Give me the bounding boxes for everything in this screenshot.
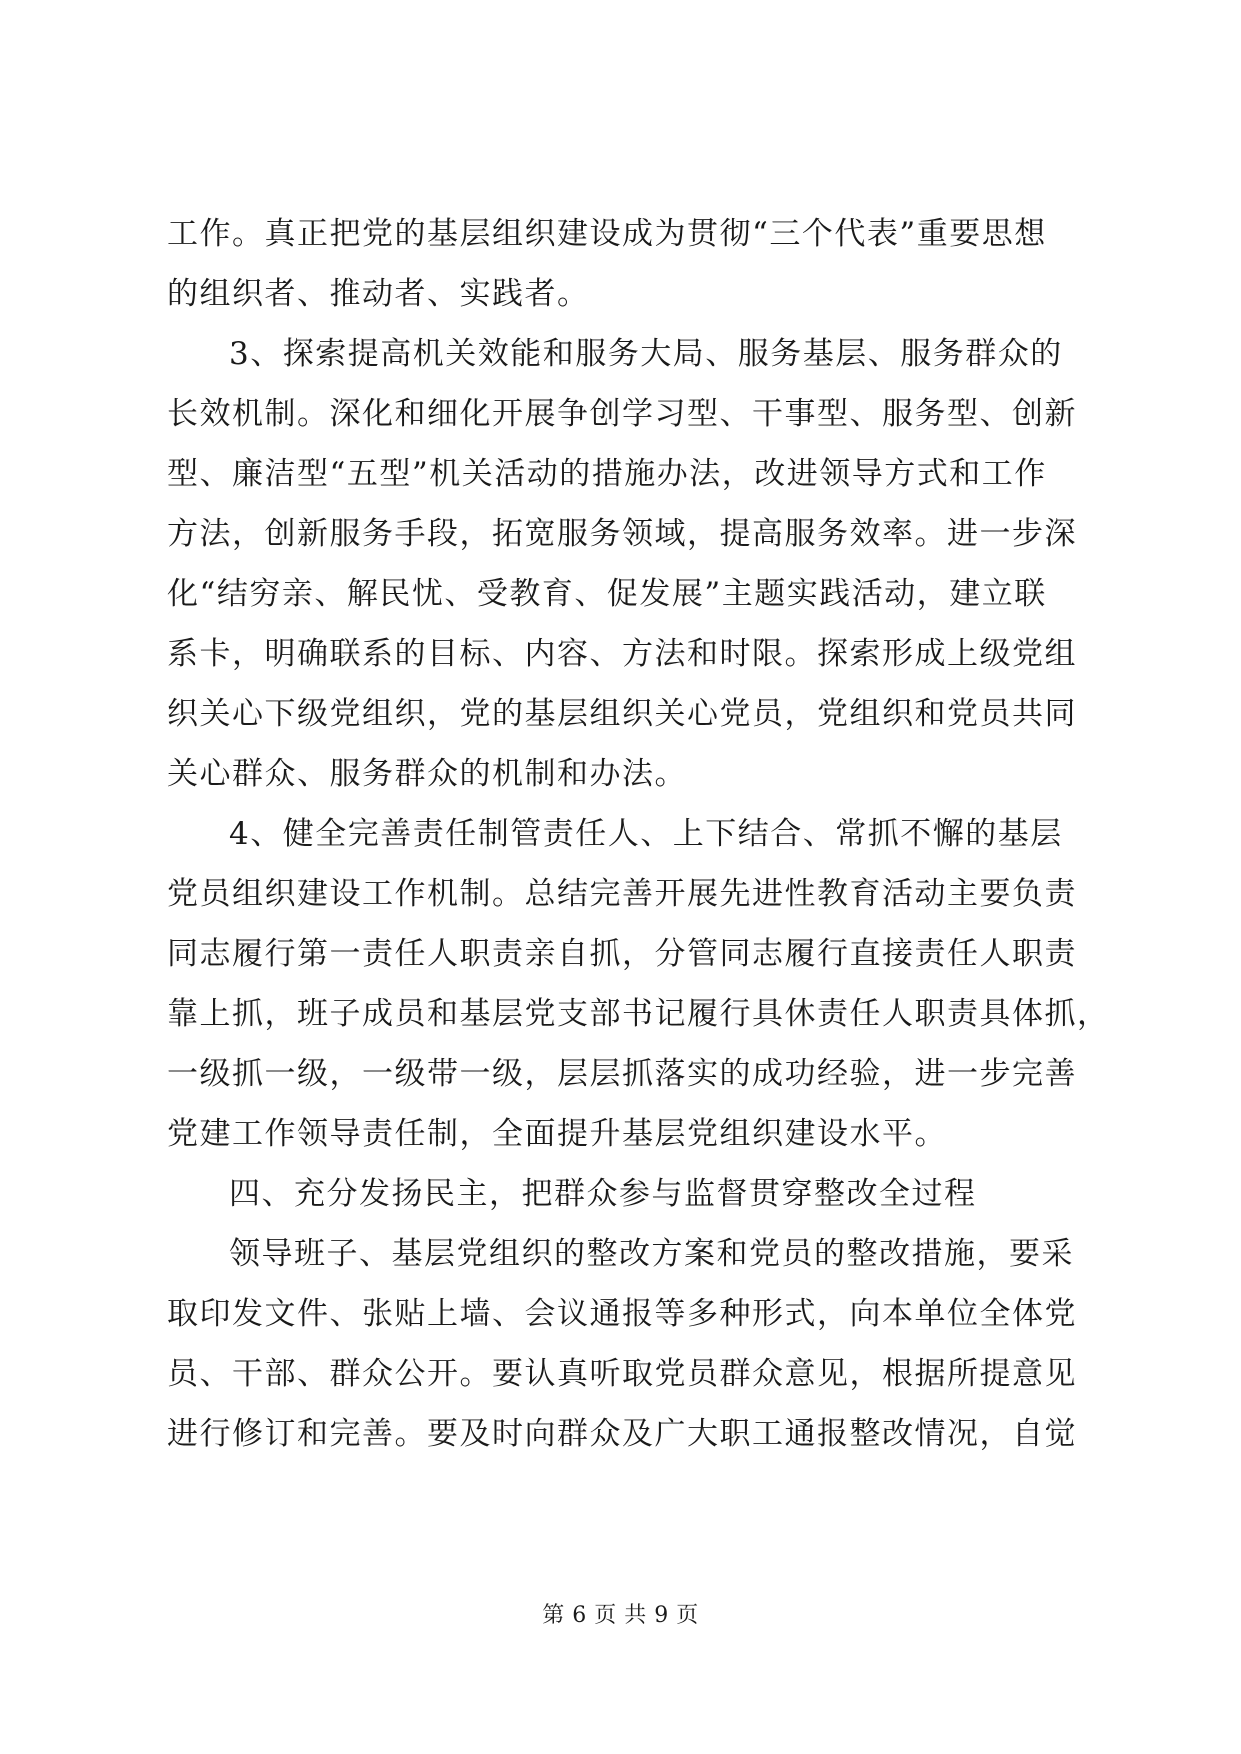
body-text-line: 进行修订和完善。要及时向群众及广大职工通报整改情况，自觉	[167, 1416, 1077, 1452]
body-text-line: 同志履行第一责任人职责亲自抓，分管同志履行直接责任人职责	[167, 936, 1077, 972]
section-heading: 四、充分发扬民主，把群众参与监督贯穿整改全过程	[229, 1176, 977, 1212]
body-text-line: 工作。真正把党的基层组织建设成为贯彻“三个代表”重要思想	[167, 216, 1047, 252]
body-text-line: 长效机制。深化和细化开展争创学习型、干事型、服务型、创新	[167, 396, 1077, 432]
body-text-line: 领导班子、基层党组织的整改方案和党员的整改措施，要采	[229, 1236, 1074, 1272]
body-text-line: 系卡，明确联系的目标、内容、方法和时限。探索形成上级党组	[167, 636, 1077, 672]
body-text-line: 一级抓一级，一级带一级，层层抓落实的成功经验，进一步完善	[167, 1056, 1077, 1092]
body-text-line: 型、廉洁型“五型”机关活动的措施办法，改进领导方式和工作	[167, 456, 1047, 492]
body-text-line: 员、干部、群众公开。要认真听取党员群众意见，根据所提意见	[167, 1356, 1077, 1392]
body-text-line: 党建工作领导责任制，全面提升基层党组织建设水平。	[167, 1116, 947, 1152]
body-text-line: 关心群众、服务群众的机制和办法。	[167, 756, 687, 792]
body-text-line: 化“结穷亲、解民忧、受教育、促发展”主题实践活动，建立联	[167, 576, 1047, 612]
page-number-footer: 第 6 页 共 9 页	[542, 1603, 699, 1628]
body-text-line: 靠上抓，班子成员和基层党支部书记履行具休责任人职责具体抓，	[167, 996, 1110, 1032]
body-text-line: 党员组织建设工作机制。总结完善开展先进性教育活动主要负责	[167, 876, 1077, 912]
body-text-line: 4、健全完善责任制管责任人、上下结合、常抓不懈的基层	[229, 816, 1063, 852]
body-text-line: 取印发文件、张贴上墙、会议通报等多种形式，向本单位全体党	[167, 1296, 1077, 1332]
body-text-line: 织关心下级党组织，党的基层组织关心党员，党组织和党员共同	[167, 696, 1077, 732]
body-text-line: 3、探索提高机关效能和服务大局、服务基层、服务群众的	[229, 336, 1063, 372]
body-text-line: 方法，创新服务手段，拓宽服务领域，提高服务效率。进一步深	[167, 516, 1077, 552]
body-text-line: 的组织者、推动者、实践者。	[167, 276, 590, 312]
